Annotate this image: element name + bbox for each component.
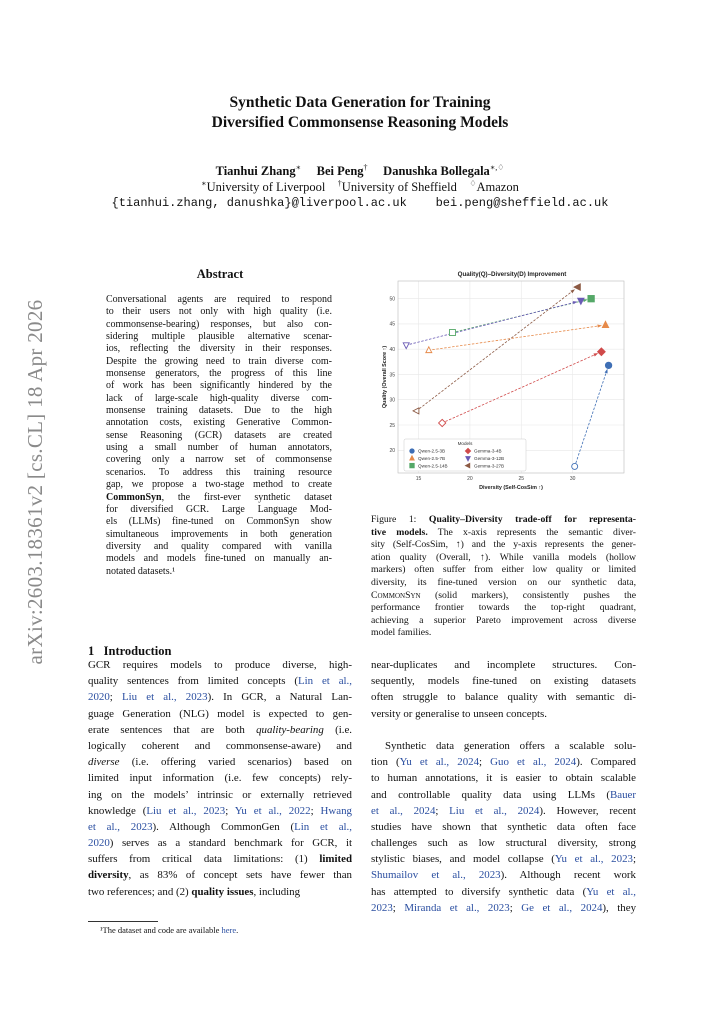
body-text-line: guage Generation (NLG) model is expected to gen-: [88, 707, 352, 720]
abstract-line: CommonSyn, the first-ever synthetic dataset: [106, 491, 332, 503]
finetuned-model-marker: [588, 295, 594, 301]
abstract-line: sidering multiple plausible alternative scenar-: [106, 331, 332, 343]
bold-text: tive models.: [371, 526, 428, 538]
body-text-line: et al., 2023). Although CommonGen (Lin et al.,: [88, 820, 352, 833]
legend-label: Gemma-3-4B: [474, 448, 502, 454]
caption-line: markers) often suffer from either low quality or limited: [371, 564, 636, 576]
chart-legend: [404, 439, 526, 471]
abstract-body: [106, 294, 332, 578]
y-tick-label: 20: [389, 448, 395, 455]
body-text-line: knowledge (Liu et al., 2023; Yu et al., 2022; Hwang: [88, 804, 352, 817]
abstract-line: using a small number of human annotators,: [106, 442, 332, 454]
bold-text: quality issues: [191, 885, 254, 898]
abstract-line: Conversational agents are required to respond: [106, 294, 332, 305]
citation-link[interactable]: Miranda et al., 2023: [404, 901, 510, 914]
finetuned-model-marker: [602, 321, 608, 327]
body-text-line: diverse (i.e. offering varied scenarios) based on: [88, 756, 352, 769]
citation-link[interactable]: 2023: [371, 901, 393, 914]
caption-line: achieving a superior Pareto improvement across diverse: [371, 614, 636, 626]
abstract-line: gap, we propose a two-stage method to create: [106, 479, 332, 491]
body-text-line: quality sentences from limited concepts (Lin et al.,: [88, 675, 352, 688]
body-text-line: near-duplicates and incomplete structures. Con-: [371, 659, 636, 671]
abstract-line: simultaneous improvements in both generation: [106, 528, 332, 540]
footnote-end: .: [236, 925, 239, 935]
footnote-link[interactable]: here: [221, 925, 237, 935]
body-text-line: two references; and (2) quality issues, including: [88, 885, 301, 898]
body-text-line: tion (Yu et al., 2024; Guo et al., 2024). Compared: [371, 756, 637, 769]
abstract-line: lack of large-scale high-quality diverse com-: [106, 392, 332, 404]
improvement-arrow-head: [597, 325, 602, 328]
caption-line: diversity, its fine-tuned version on our synthetic data,: [371, 576, 636, 588]
x-tick-label: 15: [415, 476, 422, 482]
affiliation-mark: ∗: [201, 179, 207, 188]
x-axis-label: Diversity (Self-CosSim ↑): [479, 485, 543, 491]
abstract-line: of work has been significantly hindered by the: [106, 380, 332, 392]
author-emails: {tianhui.zhang, danushka}@liverpool.ac.uk bei.peng@sheffield.ac.uk: [111, 196, 609, 210]
improvement-arrow-head: [593, 353, 598, 356]
chart-title: Quality(Q)–Diversity(D) Improvement: [457, 271, 567, 278]
citation-link[interactable]: Yu et al.,: [586, 885, 637, 898]
improvement-arrow-line: [432, 326, 600, 350]
section-heading-introduction: 1 Introduction: [88, 644, 172, 658]
author-list: [110, 163, 610, 179]
finetuned-model-marker: [605, 362, 611, 368]
caption-line: ation quality (Overall, ↑). While vanilla models (hollow: [371, 551, 636, 563]
citation-link[interactable]: 2020: [88, 837, 110, 850]
improvement-arrow-line: [410, 302, 576, 344]
body-text-line: to human annotations, it is easier to obtain scalable: [371, 772, 636, 785]
bold-text: Quality–Diversity trade-off for representa-: [428, 514, 636, 525]
vanilla-model-marker: [572, 463, 578, 469]
abstract-heading: Abstract: [196, 267, 244, 281]
body-text-line: versity or generalise to unseen concepts.: [371, 707, 548, 720]
citation-link[interactable]: Liu et al., 2024: [449, 804, 540, 817]
italic-text: quality-bearing: [256, 723, 324, 736]
caption-line: tive models. The x-axis represents the semantic diver-: [371, 526, 636, 538]
abstract-line: notated datasets.¹: [106, 565, 176, 577]
body-text-line: et al., 2024; Liu et al., 2024). However, recent: [371, 804, 636, 817]
arxiv-identifier: arXiv:2603.18361v2 [cs.CL] 18 Apr 2026: [23, 299, 47, 665]
legend-label: Qwen-2.5-7B: [418, 456, 446, 461]
citation-link[interactable]: Lin et al.,: [294, 820, 352, 833]
introduction-left-column: [88, 657, 352, 900]
author-name: Danushka Bollegala: [383, 164, 490, 179]
vanilla-model-marker: [426, 347, 432, 353]
body-text-line: 2020; Liu et al., 2023). In GCR, a Natural Lan-: [88, 691, 352, 704]
abstract-line: to their users not only with high quality (i.e.: [106, 306, 332, 318]
citation-link[interactable]: et al., 2024: [371, 804, 436, 817]
affiliation-name: Amazon: [476, 180, 519, 195]
abstract-line: els (LLMs) fine-tuned on CommonSyn show: [106, 516, 332, 528]
legend-label: Qwen-2.5-14B: [418, 463, 448, 469]
body-text-line: erate sentences that are both quality-bearing (i.e.: [88, 723, 352, 736]
author-mark: ∗: [295, 163, 302, 172]
citation-link[interactable]: Bauer: [609, 788, 636, 801]
body-text-line: Synthetic data generation offers a scalable solu-: [385, 739, 636, 752]
citation-link[interactable]: Yu et al., 2022: [234, 804, 311, 817]
vanilla-model-marker: [449, 330, 455, 336]
improvement-arrow-head: [605, 369, 608, 374]
body-text-line: logically coherent and commonsense-aware) and: [88, 739, 352, 752]
footnote-text: ¹The dataset and code are available: [100, 925, 222, 935]
citation-link[interactable]: Liu et al., 2023: [121, 691, 208, 704]
citation-link[interactable]: Yu et al., 2024: [399, 756, 480, 769]
legend-label: Gemma-3-27B: [474, 463, 505, 469]
body-text-line: often struggle to balance quality with semantic di-: [371, 691, 636, 704]
title-line-2: Diversified Commonsense Reasoning Models: [211, 114, 509, 131]
footnote: [100, 925, 238, 935]
citation-link[interactable]: Guo et al., 2024: [490, 756, 577, 769]
author-mark: †: [363, 163, 368, 172]
x-tick-label: 20: [467, 476, 473, 482]
y-tick-label: 30: [389, 397, 395, 404]
paper-title: [110, 93, 610, 133]
abstract-line: annotation costs, existing Generative Common-: [106, 417, 332, 429]
abstract-line: for diversified GCR. Large Language Mod-: [106, 503, 332, 515]
citation-link[interactable]: et al., 2023: [88, 820, 153, 833]
body-text-line: studies have shown that synthetic data often face: [371, 820, 636, 833]
body-text-line: ing on the models’ intrinsic or externally retrieved: [88, 788, 352, 801]
legend-marker: [410, 463, 414, 467]
y-tick-label: 50: [389, 296, 395, 303]
improvement-arrow-line: [576, 370, 607, 463]
y-tick-label: 45: [389, 321, 395, 328]
vanilla-model-marker: [439, 419, 446, 426]
body-text-line: limited input information (i.e. few concepts) rely-: [88, 772, 352, 785]
body-text-line: Shumailov et al., 2023). Although recent work: [371, 869, 637, 882]
vanilla-model-marker: [403, 343, 409, 349]
x-tick-label: 30: [569, 476, 576, 482]
finetuned-model-marker: [574, 284, 580, 290]
abstract-line: scenarios. To address this training resource: [106, 466, 332, 478]
body-text-line: stylistic biases, and model collapse (Yu et al., 2023;: [371, 853, 636, 866]
caption-line: sity (Self-CosSim, ↑) and the y-axis represents the gener-: [371, 539, 636, 551]
abstract-line: sense Reasoning (GCR) datasets are created: [106, 429, 332, 441]
citation-link[interactable]: Lin et al.,: [298, 675, 352, 688]
y-tick-label: 25: [389, 422, 395, 429]
y-axis-label: Quality (Overall Score ↑): [382, 345, 388, 409]
bold-text: limited: [319, 853, 352, 866]
citation-link[interactable]: Ge et al., 2024: [521, 901, 603, 914]
body-text-line: diversity, as 83% of concept sets have fewer than: [88, 869, 352, 882]
caption-line: Figure 1: Quality–Diversity trade-off for representa-: [371, 514, 636, 525]
affiliation-mark: ♢: [469, 179, 477, 188]
abstract-line: Despite the growing need to train diverse com-: [106, 355, 332, 367]
x-tick-label: 25: [518, 476, 525, 482]
footnote-rule: [88, 921, 158, 922]
figure-1-caption: [371, 514, 636, 640]
caption-line: CommonSyn (solid markers), consistently pushes the: [371, 589, 636, 601]
legend-label: Gemma-3-12B: [474, 456, 505, 461]
legend-label: Qwen-2.5-3B: [418, 448, 446, 454]
author-name: Tianhui Zhang: [215, 164, 296, 179]
body-text-line: [371, 722, 636, 738]
y-tick-label: 35: [389, 372, 395, 379]
figure-1-chart: [376, 266, 632, 496]
body-text-line: sequently, models fine-tuned on existing datasets: [371, 675, 636, 688]
italic-text: diverse: [88, 756, 120, 769]
y-tick-label: 40: [389, 347, 395, 354]
improvement-arrow-head: [573, 301, 578, 304]
citation-link[interactable]: Liu et al., 2023: [146, 804, 226, 817]
abstract-line: ios, reflecting the diversity in their responses.: [106, 343, 332, 355]
body-text-line: has attempted to diversify synthetic data (Yu et al.,: [371, 885, 637, 898]
affiliation-name: University of Liverpool: [206, 180, 326, 195]
legend-marker: [410, 449, 414, 453]
body-text-line: GCR requires models to produce diverse, high-: [88, 659, 352, 671]
caption-line: model families.: [371, 627, 432, 639]
body-text-line: suffers from critical data limitations: (1) limited: [88, 853, 352, 866]
chart-arrows: [410, 289, 608, 463]
abstract-line: covering only a narrow set of commonsense: [106, 454, 332, 466]
citation-link[interactable]: Shumailov et al., 2023: [371, 869, 501, 882]
dataset-name: CommonSyn: [371, 589, 421, 601]
citation-link[interactable]: 2020: [88, 691, 110, 704]
affiliation-list: [110, 179, 610, 195]
abstract-line: commonsense-bearing) responses, but also con-: [106, 318, 332, 330]
citation-link[interactable]: Hwang: [320, 804, 352, 817]
title-line-1: Synthetic Data Generation for Training: [229, 94, 491, 111]
author-mark: ∗,♢: [489, 163, 505, 172]
bold-text: diversity: [88, 869, 129, 882]
body-text-line: 2023; Miranda et al., 2023; Ge et al., 2024), they: [371, 901, 637, 914]
body-text-line: and controllable quality data using LLMs (Bauer: [371, 788, 636, 801]
body-text-line: 2020) serves as a standard benchmark for GCR, it: [88, 837, 352, 850]
introduction-right-column: [371, 657, 636, 916]
abstract-line: models and models fine-tuned on manually an-: [106, 553, 332, 565]
bold-text: CommonSyn: [106, 491, 162, 503]
abstract-line: monsense generators, the progress of this line: [106, 368, 332, 380]
finetuned-model-marker: [578, 298, 584, 304]
author-name: Bei Peng: [316, 164, 364, 179]
legend-title: Models: [457, 441, 473, 446]
affiliation-mark: †: [337, 179, 342, 188]
abstract-line: diversity and quality compared with vanilla: [106, 540, 332, 552]
citation-link[interactable]: Yu et al., 2023: [554, 853, 633, 866]
caption-line: performance frontier towards the top-right quadrant,: [371, 602, 636, 614]
body-text-line: challenges such as low structural diversity, strong: [371, 837, 636, 850]
vanilla-model-marker: [413, 408, 419, 414]
affiliation-name: University of Sheffield: [341, 180, 457, 195]
abstract-line: monsense training datasets. Due to the high: [106, 405, 332, 417]
